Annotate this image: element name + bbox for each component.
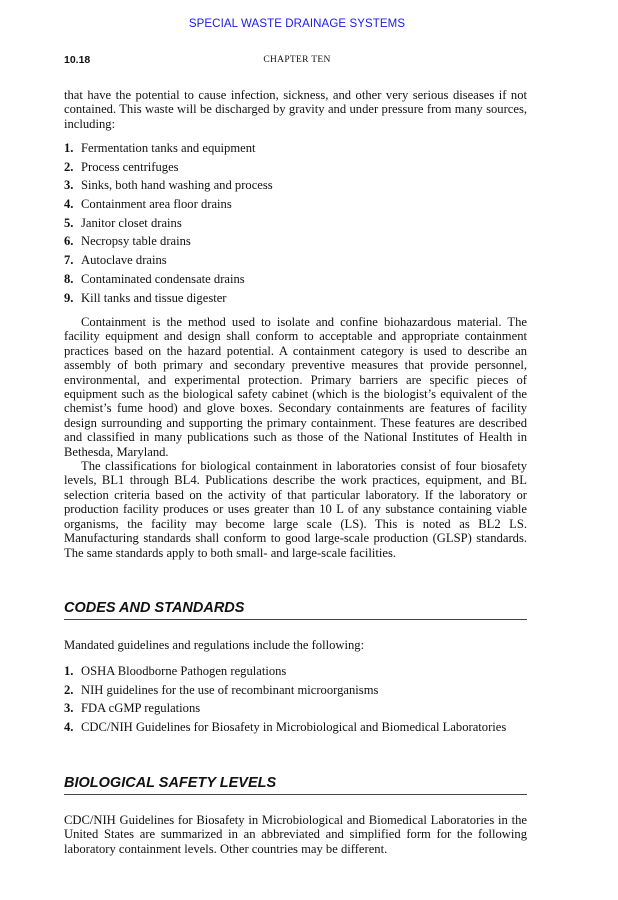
biosafety-paragraph: CDC/NIH Guidelines for Biosafety in Microbiological and Biomedical Laboratories in the United States are summarized in an abbreviated and simplified form for the following laboratory containment levels. Other countries may be different. — [64, 813, 527, 856]
list-item — [64, 216, 527, 235]
intro-paragraph: that have the potential to cause infection, sickness, and other very serious diseases if not contained. This waste will be discharged by gravity and under pressure from many sources, including: — [64, 88, 527, 131]
list-number: 2. — [64, 682, 74, 697]
containment-block — [64, 315, 527, 560]
codes-list — [64, 664, 527, 739]
list-item — [64, 160, 527, 179]
sources-list — [64, 141, 527, 309]
list-text: Process centrifuges — [81, 159, 179, 174]
list-number: 8. — [64, 271, 74, 286]
biosafety-heading: BIOLOGICAL SAFETY LEVELS — [64, 775, 527, 795]
codes-intro: Mandated guidelines and regulations include the following: — [64, 638, 365, 652]
list-item — [64, 272, 527, 291]
list-text: Fermentation tanks and equipment — [81, 141, 256, 155]
list-number: 4. — [64, 720, 74, 735]
list-text: Contaminated condensate drains — [81, 271, 245, 286]
list-item — [64, 178, 527, 197]
codes-heading: CODES AND STANDARDS — [64, 600, 527, 620]
list-item — [64, 683, 527, 702]
page-number: 10.18 — [64, 54, 91, 66]
list-text: Containment area floor drains — [81, 197, 232, 212]
list-number: 5. — [64, 215, 74, 230]
list-number: 6. — [64, 234, 74, 249]
list-item — [64, 234, 527, 253]
list-number: 1. — [64, 664, 74, 678]
list-text: Sinks, both hand washing and process — [81, 178, 273, 193]
list-text: Autoclave drains — [81, 253, 167, 268]
list-number: 3. — [64, 701, 74, 716]
running-head: SPECIAL WASTE DRAINAGE SYSTEMS — [188, 18, 406, 30]
list-number: 4. — [64, 197, 74, 212]
list-item — [64, 253, 527, 272]
list-text: Necropsy table drains — [81, 234, 191, 249]
list-text: CDC/NIH Guidelines for Biosafety in Microbiological and Biomedical Laboratories — [81, 720, 507, 735]
list-number: 9. — [64, 290, 74, 305]
list-number: 1. — [64, 141, 74, 155]
chapter-label: CHAPTER TEN — [263, 55, 331, 65]
containment-paragraph: Containment is the method used to isolate and confine biohazardous material. The facility equipment and design shall conform to acceptable and appropriate containment practices based on the hazard potential. A containment category is used to describe an assembly of both primary and secondary preventive measures that provide personnel, environmental, and experimental protection. Primary barriers are specific pieces of equipment such as the biological safety cabinet (which is the biologist’s equivalent of the chemist’s fume hood) and glove boxes. Secondary containments are features of facility design surrounding and supporting the primary containment. These features are described and classified in many publications such as those of the National Institutes of Health in Bethesda, Maryland. — [64, 315, 527, 459]
list-item — [64, 291, 527, 310]
list-item — [64, 197, 527, 216]
list-number: 2. — [64, 159, 74, 174]
list-item — [64, 664, 527, 683]
list-text: Kill tanks and tissue digester — [81, 290, 227, 305]
list-item — [64, 141, 527, 160]
intro-block — [64, 88, 527, 131]
classification-paragraph: The classifications for biological containment in laboratories consist of four biosafety levels, BL1 through BL4. Publications describe the work practices, equipment, and BL selection criteria based on the activity of that particular laboratory. If the laboratory or production facility produces or uses greater than 10 L of any substance containing viable organisms, the facility may become large scale (LS). This is noted as BL2 LS. Manufacturing standards shall conform to good large-scale production (GLSP) standards. The same standards apply to both small- and large-scale facilities. — [64, 459, 527, 560]
list-number: 3. — [64, 178, 74, 193]
list-text: OSHA Bloodborne Pathogen regulations — [81, 664, 287, 678]
list-item — [64, 701, 527, 720]
list-number: 7. — [64, 253, 74, 268]
list-text: FDA cGMP regulations — [81, 701, 201, 716]
biosafety-block — [64, 813, 527, 856]
codes-intro-block — [64, 638, 527, 652]
list-text: NIH guidelines for the use of recombinant microorganisms — [81, 682, 379, 697]
list-text: Janitor closet drains — [81, 215, 182, 230]
list-item — [64, 720, 527, 739]
